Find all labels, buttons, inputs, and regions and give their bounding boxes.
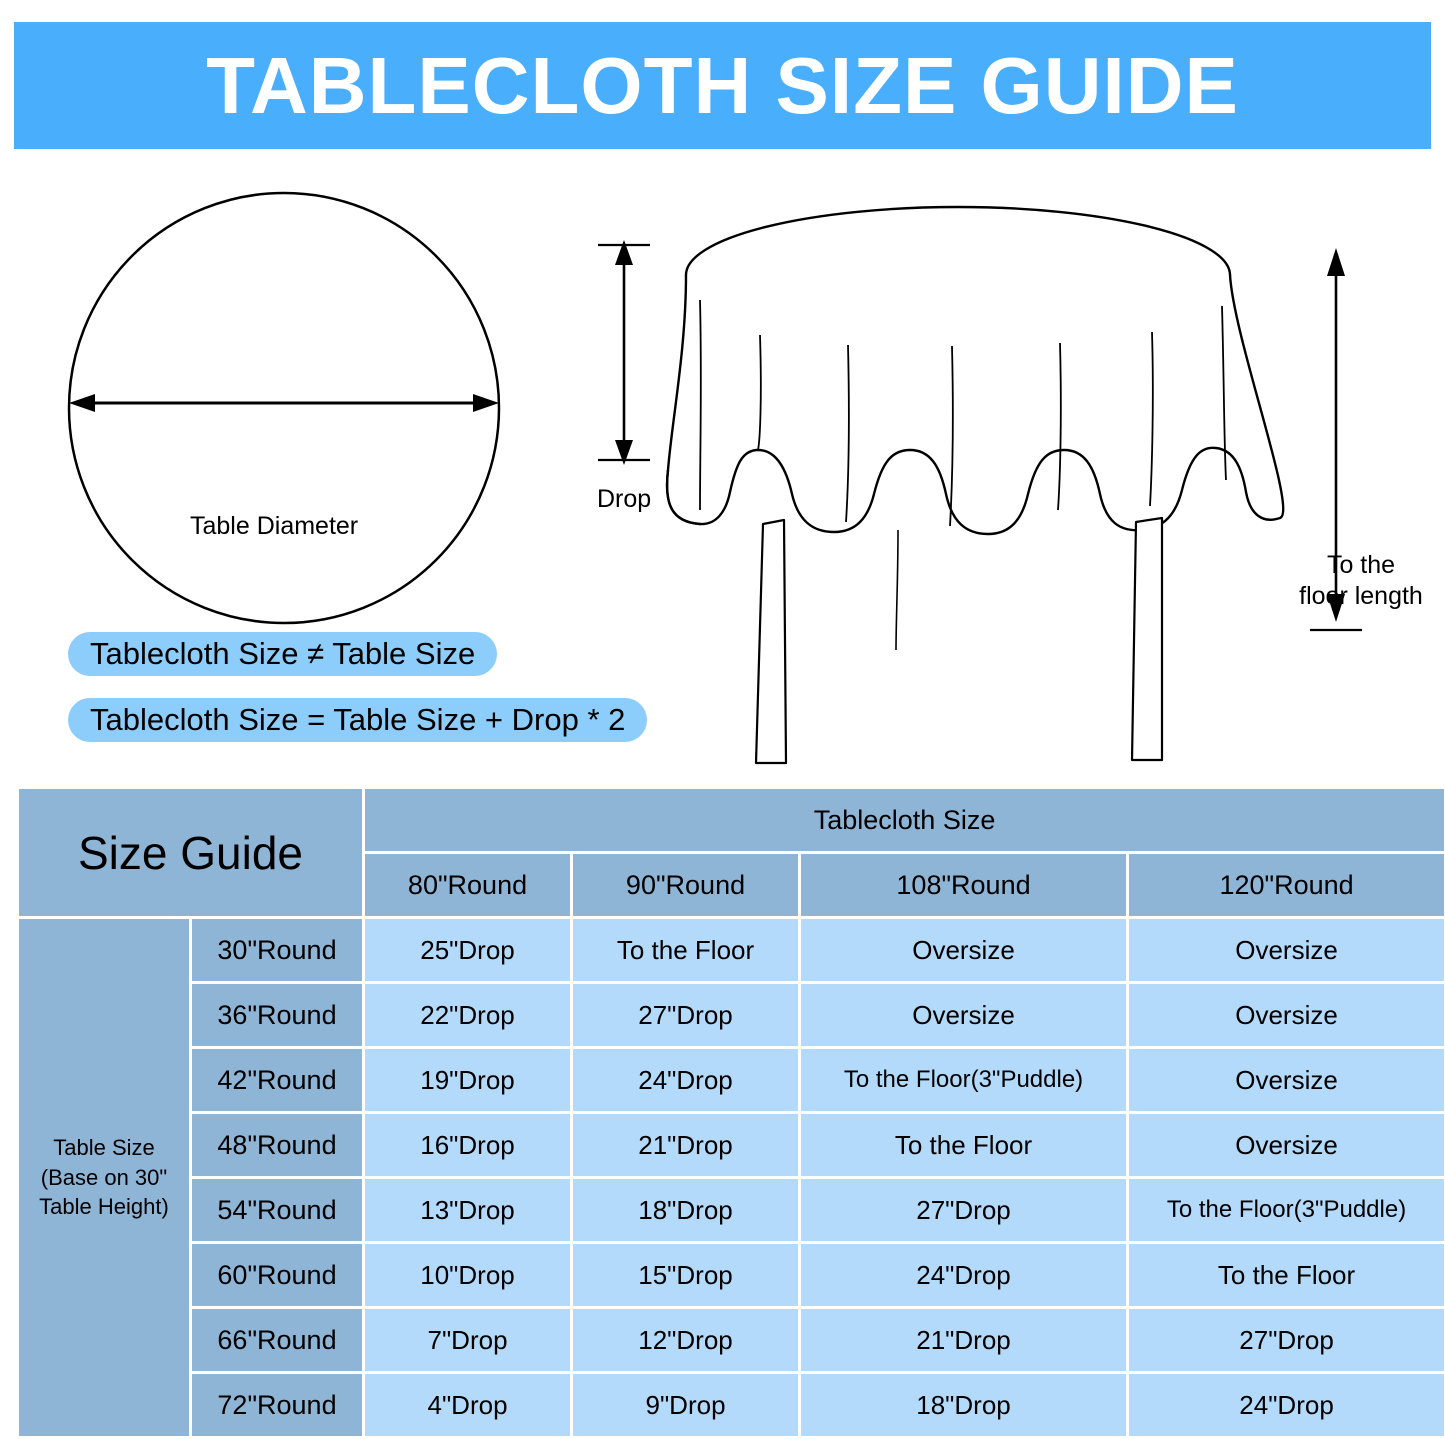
cell-r4-c0: 13"Drop (365, 1179, 570, 1241)
diagram-area (0, 150, 1445, 770)
table-row (19, 1309, 1444, 1371)
column-header-80-round: 80"Round (365, 854, 570, 916)
drop-label: Drop (597, 485, 652, 513)
row-header-66-round: 66"Round (192, 1309, 362, 1371)
side-header-line2: (Base on 30" (40, 1164, 168, 1190)
tablecloth-size-group-header: Tablecloth Size (365, 789, 1444, 851)
cell-r6-c0: 7"Drop (365, 1309, 570, 1371)
cell-r1-c1: 27"Drop (573, 984, 798, 1046)
table-row (19, 919, 1444, 981)
cell-r3-c1: 21"Drop (573, 1114, 798, 1176)
row-header-36-round: 36"Round (192, 984, 362, 1046)
table-diameter-label: Table Diameter (190, 512, 359, 540)
column-header-108-round: 108"Round (801, 854, 1126, 916)
row-header-42-round: 42"Round (192, 1049, 362, 1111)
cell-r4-c3: To the Floor(3"Puddle) (1129, 1179, 1444, 1241)
cell-r3-c0: 16"Drop (365, 1114, 570, 1176)
cell-r0-c1: To the Floor (573, 919, 798, 981)
cell-r0-c3: Oversize (1129, 919, 1444, 981)
cell-r2-c3: Oversize (1129, 1049, 1444, 1111)
cell-r6-c1: 12"Drop (573, 1309, 798, 1371)
diagram-illustration (0, 150, 1445, 770)
cell-r1-c2: Oversize (801, 984, 1126, 1046)
cell-r0-c2: Oversize (801, 919, 1126, 981)
cell-r6-c3: 27"Drop (1129, 1309, 1444, 1371)
floor-length-label-line1: To the (1326, 551, 1396, 579)
cell-r5-c1: 15"Drop (573, 1244, 798, 1306)
cell-r2-c0: 19"Drop (365, 1049, 570, 1111)
cell-r5-c0: 10"Drop (365, 1244, 570, 1306)
table-size-side-header (19, 919, 189, 1436)
size-guide-title: Size Guide (19, 789, 362, 916)
cell-r3-c3: Oversize (1129, 1114, 1444, 1176)
round-table-top-view (69, 193, 499, 623)
table-row (19, 1374, 1444, 1436)
cell-r4-c1: 18"Drop (573, 1179, 798, 1241)
drop-measure-arrow (598, 240, 650, 465)
cell-r3-c2: To the Floor (801, 1114, 1126, 1176)
table-row (19, 1114, 1444, 1176)
cell-r2-c1: 24"Drop (573, 1049, 798, 1111)
cell-r7-c0: 4"Drop (365, 1374, 570, 1436)
cell-r6-c2: 21"Drop (801, 1309, 1126, 1371)
table-row (19, 1179, 1444, 1241)
cell-r1-c0: 22"Drop (365, 984, 570, 1046)
row-header-48-round: 48"Round (192, 1114, 362, 1176)
cell-r0-c0: 25"Drop (365, 919, 570, 981)
row-header-54-round: 54"Round (192, 1179, 362, 1241)
cell-r1-c3: Oversize (1129, 984, 1444, 1046)
table-header-row-1 (19, 789, 1444, 851)
side-header-line1: Table Size (53, 1134, 155, 1160)
note-pill-inequality: Tablecloth Size ≠ Table Size (68, 632, 497, 676)
side-header-line3: Table Height) (39, 1194, 169, 1220)
row-header-72-round: 72"Round (192, 1374, 362, 1436)
table-row (19, 1244, 1444, 1306)
table-row (19, 1049, 1444, 1111)
cell-r5-c3: To the Floor (1129, 1244, 1444, 1306)
row-header-30-round: 30"Round (192, 919, 362, 981)
floor-length-label (1291, 550, 1431, 613)
size-guide-table (16, 786, 1445, 1439)
table-row (19, 984, 1444, 1046)
row-header-60-round: 60"Round (192, 1244, 362, 1306)
cell-r7-c2: 18"Drop (801, 1374, 1126, 1436)
cell-r7-c3: 24"Drop (1129, 1374, 1444, 1436)
note-pill-formula: Tablecloth Size = Table Size + Drop * 2 (68, 698, 647, 742)
draped-table-illustration (667, 207, 1283, 763)
cell-r5-c2: 24"Drop (801, 1244, 1126, 1306)
header-banner (14, 22, 1431, 149)
column-header-90-round: 90"Round (573, 854, 798, 916)
cell-r7-c1: 9"Drop (573, 1374, 798, 1436)
cell-r2-c2: To the Floor(3"Puddle) (801, 1049, 1126, 1111)
column-header-120-round: 120"Round (1129, 854, 1444, 916)
cell-r4-c2: 27"Drop (801, 1179, 1126, 1241)
floor-length-label-line2: floor length (1299, 582, 1423, 611)
page-title: TABLECLOTH SIZE GUIDE (206, 40, 1239, 130)
